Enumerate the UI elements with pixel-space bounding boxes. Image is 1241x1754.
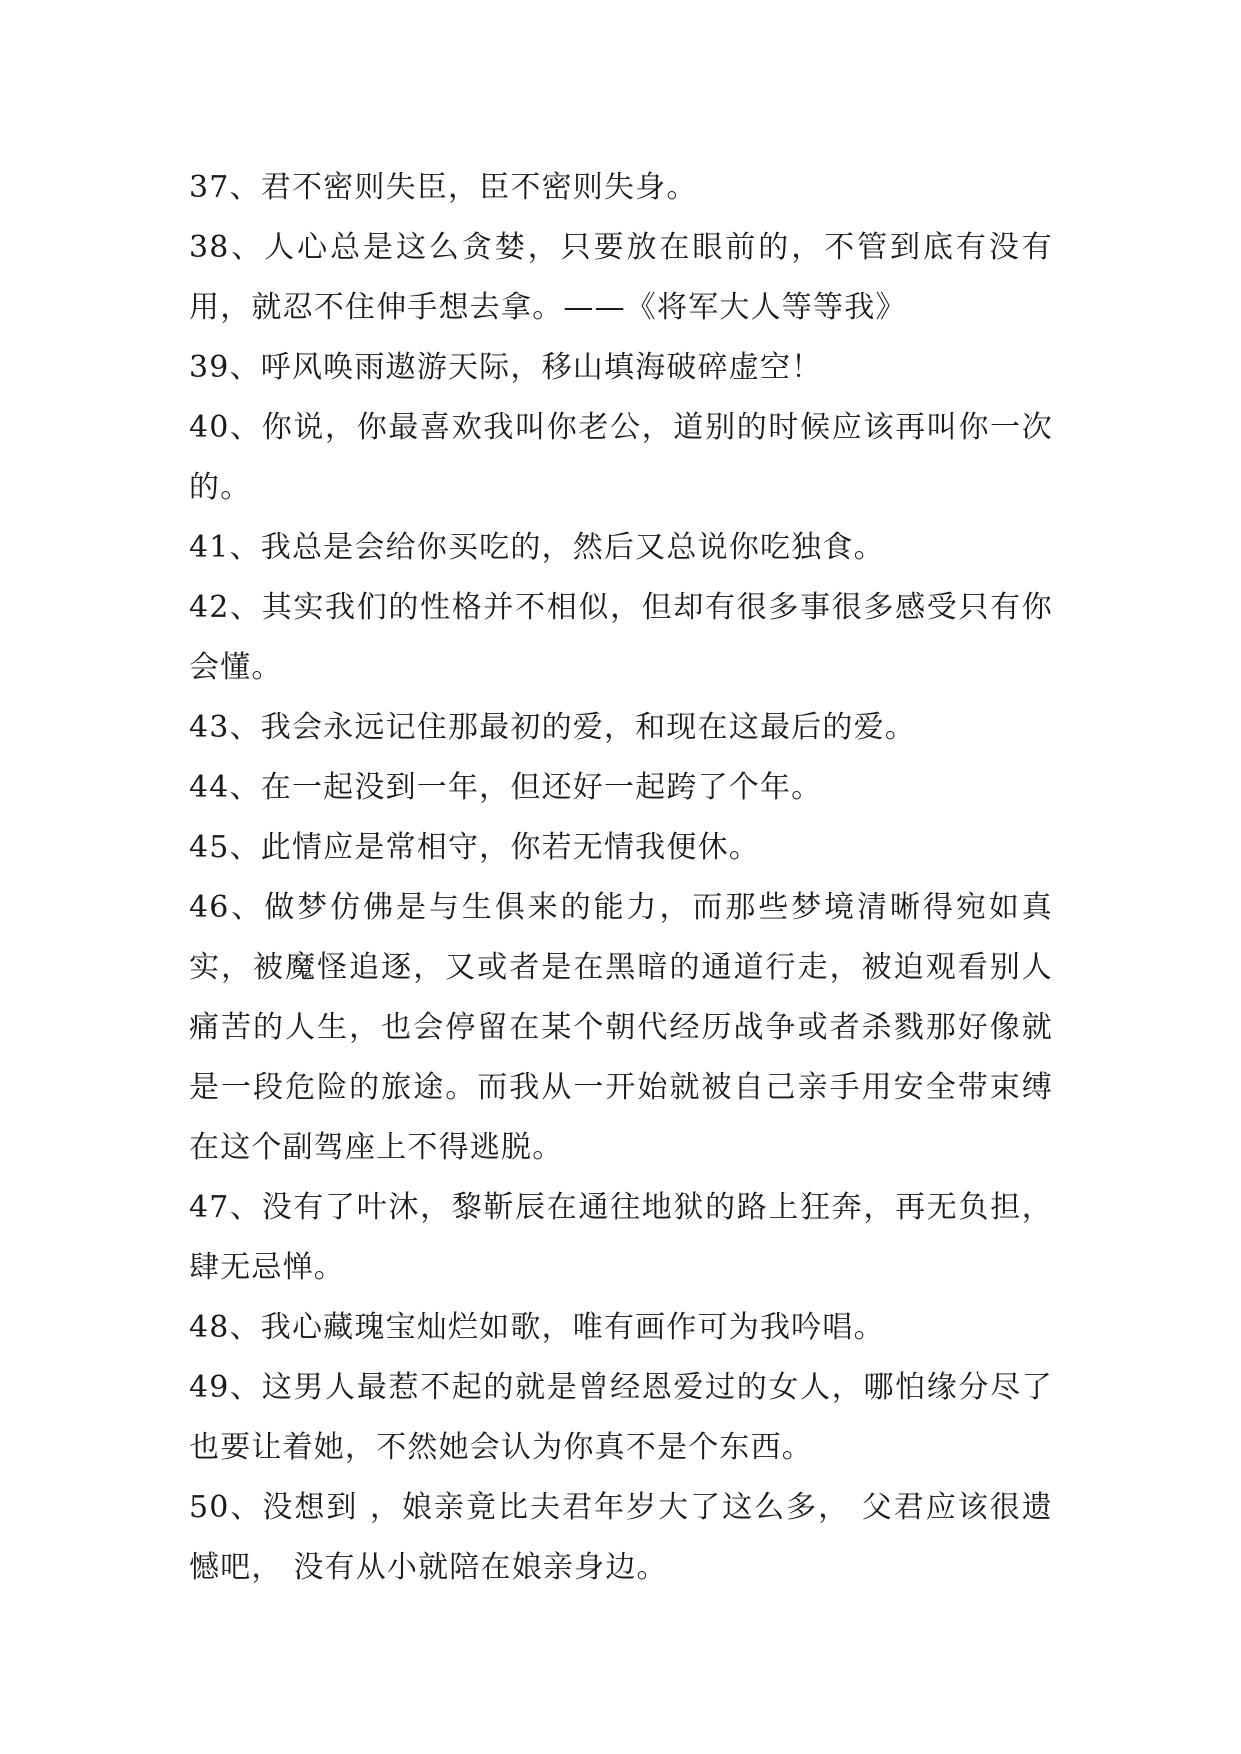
quote-43: 43、我会永远记住那最初的爱，和现在这最后的爱。 bbox=[189, 710, 916, 745]
quote-41: 41、我总是会给你买吃的，然后又总说你吃独食。 bbox=[189, 530, 885, 565]
quote-40: 40、你说，你最喜欢我叫你老公，道别的时候应该再叫你一次的。 bbox=[189, 410, 1053, 505]
quote-42: 42、其实我们的性格并不相似，但却有很多事很多感受只有你会懂。 bbox=[189, 590, 1053, 685]
quote-46: 46、做梦仿佛是与生俱来的能力，而那些梦境清晰得宛如真实，被魔怪追逐，又或者是在黑暗的通道行走，被迫观看别人痛苦的人生，也会停留在某个朝代经历战争或者杀戮那好像就是一段危险的旅途。而我从一开始就被自己亲手用安全带束缚在这个副驾座上不得逃脱。 bbox=[189, 890, 1053, 1165]
quote-47: 47、没有了叶沐，黎靳辰在通往地狱的路上狂奔，再无负担，肆无忌惮。 bbox=[189, 1190, 1053, 1285]
quote-48: 48、我心藏瑰宝灿烂如歌，唯有画作可为我吟唱。 bbox=[189, 1310, 885, 1345]
quote-49: 49、这男人最惹不起的就是曾经恩爱过的女人，哪怕缘分尽了也要让着她，不然她会认为你真不是个东西。 bbox=[189, 1370, 1053, 1465]
quote-list bbox=[189, 158, 1053, 1598]
quote-45: 45、此情应是常相守，你若无情我便休。 bbox=[189, 830, 760, 865]
quote-50: 50、没想到 ，娘亲竟比夫君年岁大了这么多， 父君应该很遗憾吧， 没有从小就陪在娘亲身边。 bbox=[189, 1490, 1053, 1585]
quote-44: 44、在一起没到一年，但还好一起跨了个年。 bbox=[189, 770, 823, 805]
quote-38: 38、人心总是这么贪婪，只要放在眼前的，不管到底有没有用，就忍不住伸手想去拿。——《将军大人等等我》 bbox=[189, 230, 1053, 325]
quote-39: 39、呼风唤雨遨游天际，移山填海破碎虚空！ bbox=[189, 350, 823, 385]
quote-37: 37、君不密则失臣，臣不密则失身。 bbox=[189, 170, 698, 205]
